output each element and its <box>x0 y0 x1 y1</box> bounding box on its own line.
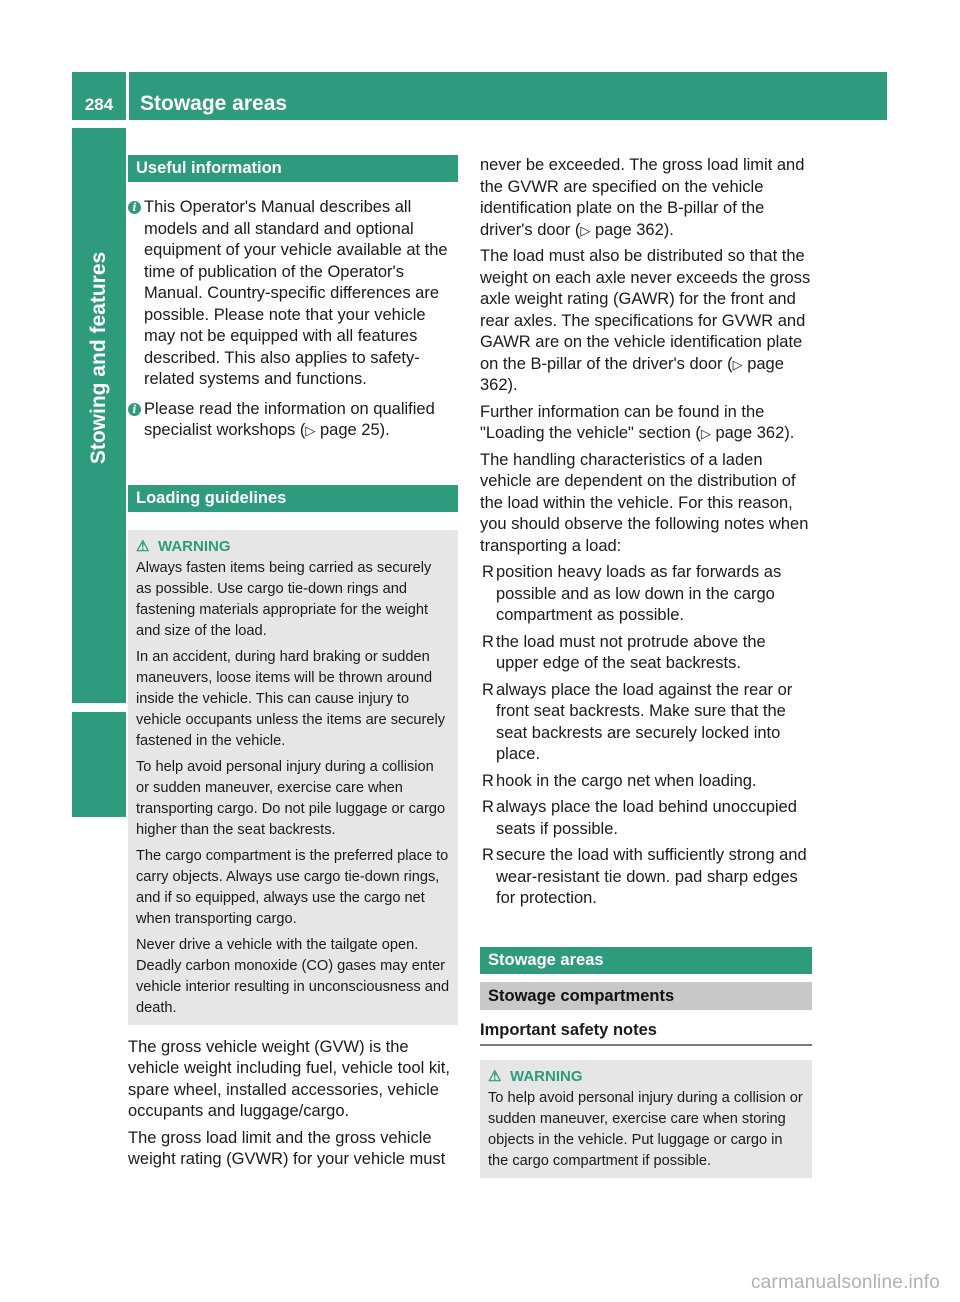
info-note-1 <box>128 197 458 391</box>
warning-box-loading <box>128 530 458 1025</box>
page-reference-link[interactable]: page 25). <box>319 421 390 439</box>
paragraph-text: Further information can be found in the "Loading the vehicle" section ( <box>480 402 765 442</box>
side-tab-footer <box>72 712 126 817</box>
loading-bullet-list <box>480 562 812 910</box>
warning-box-stowage <box>480 1060 812 1178</box>
left-column <box>128 155 458 1176</box>
warning-triangle-icon: ⚠ <box>136 537 150 555</box>
right-column <box>480 155 812 1178</box>
bullet-icon: R <box>482 563 494 581</box>
list-item-text: the load must not protrude above the upper edge of the seat backrests. <box>496 632 766 672</box>
page-reference-arrow-icon: ▷ <box>305 423 316 438</box>
info-note-1-text: This Operator's Manual describes all models and all standard and optional equipment of your vehicle available at the time of publication of the Operator's Manual. Country-specific differences are possible. Please note that your vehicle may not be equipped with all features described. This also applies to safety-related systems and functions. <box>144 198 448 388</box>
warning-heading <box>488 1066 804 1088</box>
page-title: Stowage areas <box>140 92 288 115</box>
page-reference-arrow-icon: ▷ <box>580 222 591 238</box>
bullet-icon: R <box>482 680 494 699</box>
info-icon: i <box>128 201 141 214</box>
section-loading-guidelines: Loading guidelines <box>128 485 458 512</box>
page-reference-arrow-icon: ▷ <box>732 356 743 372</box>
important-safety-notes-heading: Important safety notes <box>480 1020 812 1047</box>
axle-weight-paragraph <box>480 246 812 397</box>
info-note-2-text: Please read the information on qualified specialist workshops ( <box>144 399 435 439</box>
handling-paragraph: The handling characteristics of a laden vehicle are dependent on the distribution of the load within the vehicle. For this reason, you should observe the following notes when transporting a load: <box>480 450 809 555</box>
warning-label: WARNING <box>158 537 231 555</box>
list-item <box>480 845 812 910</box>
warning-heading <box>136 536 450 558</box>
warning-label: WARNING <box>510 1068 583 1085</box>
list-item-text: hook in the cargo net when loading. <box>496 771 757 790</box>
warning-triangle-icon: ⚠ <box>488 1068 502 1085</box>
list-item-text: position heavy loads as far forwards as possible and as low down in the cargo compartment as possible. <box>496 563 782 624</box>
page-reference-link[interactable]: page 362). <box>480 354 784 394</box>
side-section-text: Stowing and features <box>87 251 110 465</box>
section-useful-information: Useful information <box>128 155 458 182</box>
warning-paragraph: The cargo compartment is the preferred place to carry objects. Always use cargo tie-down rings, and if so equipped, always use the cargo net when transporting cargo. <box>136 847 449 927</box>
info-note-2 <box>128 399 458 442</box>
list-item <box>480 771 812 793</box>
warning-paragraph: To help avoid personal injury during a collision or sudden maneuver, exercise care when transporting cargo. Do not pile luggage or cargo higher than the seat backrests. <box>136 758 446 838</box>
further-info-paragraph <box>480 402 812 445</box>
gvw-paragraph: The gross vehicle weight (GVW) is the vehicle weight including fuel, vehicle tool kit, spare wheel, installed accessories, vehicle occupants and luggage/cargo. <box>128 1037 450 1120</box>
paragraph-text: never be exceeded. The gross load limit and the GVWR are specified on the vehicle identification plate on the B-pillar of the driver's door ( <box>480 156 805 239</box>
page-reference-link[interactable]: page 362). <box>715 424 795 442</box>
info-icon: i <box>128 403 141 416</box>
page-reference-link[interactable]: page 362). <box>594 220 674 239</box>
paragraph-text: The load must also be distributed so that the weight on each axle never exceeds the gross axle weight rating (GAWR) for the front and rear axles. The specifications for GVWR and GAWR are on the vehicle identification plate on the B-pillar of the driver's door ( <box>480 247 811 373</box>
list-item-text: always place the load against the rear or front seat backrests. Make sure that the seat backrests are securely locked into place. <box>496 680 793 763</box>
list-item <box>480 797 812 840</box>
warning-paragraph: Always fasten items being carried as securely as possible. Use cargo tie-down rings and fastening materials appropriate for the weight and size of the load. <box>136 559 432 639</box>
gvwr-paragraph: The gross load limit and the gross vehicle weight rating (GVWR) for your vehicle must <box>128 1128 446 1168</box>
side-section-label <box>72 128 126 588</box>
bullet-icon: R <box>482 771 494 790</box>
warning-paragraph: Never drive a vehicle with the tailgate open. Deadly carbon monoxide (CO) gases may enter vehicle interior resulting in unconsciousness and death. <box>136 936 450 1016</box>
bullet-icon: R <box>482 846 494 864</box>
list-item <box>480 632 812 675</box>
watermark: carmanualsonline.info <box>750 1272 940 1293</box>
bullet-icon: R <box>482 632 494 651</box>
page-number: 284 <box>84 95 114 114</box>
section-stowage-compartments: Stowage compartments <box>480 982 812 1010</box>
bullet-icon: R <box>482 798 494 816</box>
list-item-text: always place the load behind unoccupied seats if possible. <box>496 798 797 838</box>
section-stowage-areas: Stowage areas <box>480 947 812 974</box>
list-item <box>480 680 812 766</box>
list-item <box>480 562 812 627</box>
list-item-text: secure the load with sufficiently strong and wear-resistant tie down. pad sharp edges for protection. <box>496 846 807 907</box>
header-divider <box>126 72 129 120</box>
warning-paragraph: To help avoid personal injury during a collision or sudden maneuver, exercise care when storing objects in the vehicle. Put luggage or cargo in the cargo compartment if possible. <box>488 1090 803 1169</box>
gvwr-continued-paragraph <box>480 155 812 241</box>
warning-paragraph: In an accident, during hard braking or sudden maneuvers, loose items will be thrown around inside the vehicle. This can cause injury to vehicle occupants unless the items are securely fastened in the vehicle. <box>136 648 446 749</box>
page-reference-arrow-icon: ▷ <box>700 426 711 441</box>
